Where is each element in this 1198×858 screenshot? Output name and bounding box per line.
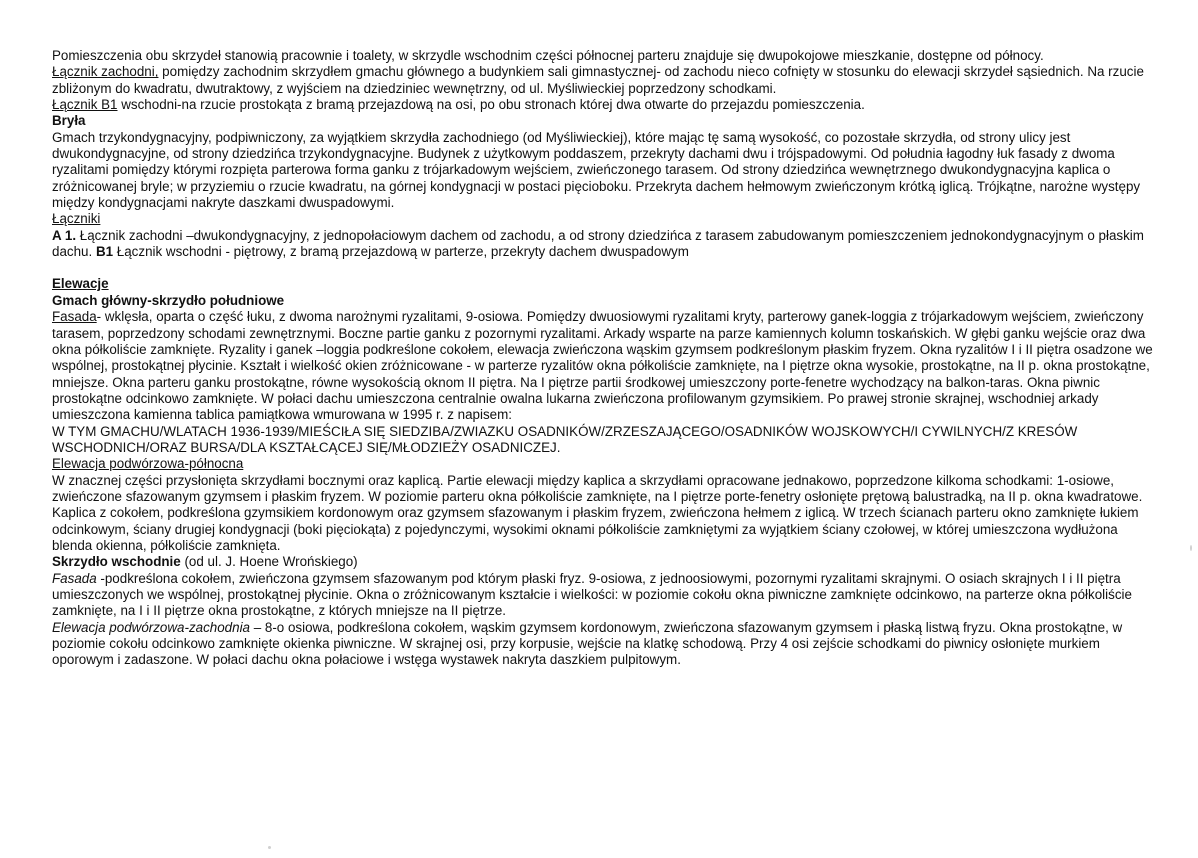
paragraph-laczniki (52, 228, 1158, 261)
label-elewacja-zachodnia: Elewacja podwórzowa-zachodnia (52, 619, 250, 635)
paragraph-fasada-wschodnia (52, 571, 1158, 620)
heading-elewacje: Elewacje (52, 276, 109, 292)
heading-gmach-glowny: Gmach główny-skrzydło południowe (52, 292, 285, 308)
paragraph-lacznik-zachodni (52, 64, 1158, 97)
paragraph-fasada-poludniowa (52, 309, 1158, 456)
label-lacznik-zachodni: Łącznik zachodni, (52, 64, 159, 80)
heading-skrzydlo-wschodnie-note: (od ul. J. Hoene Wrońskiego) (180, 554, 358, 570)
text-lacznik-zachodni: pomiędzy zachodnim skrzydłem gmachu głównego a budynkiem sali gimnastycznej- od zachodu nieco cofnięty w stosunku do elewacji skrzydeł sąsiednich. Na rzucie zbliżonym do kwadratu, dwutraktowy, z wyjściem na dziedziniec wewnętrzny, od ul. Myśliwieckiej poprzedzony schodkami. (52, 64, 1144, 96)
label-lacznik-b1: Łącznik B1 (52, 97, 118, 113)
text-elewacja-zachodnia: – 8-o osiowa, podkreślona cokołem, wąskim gzymsem kordonowym, zwieńczona sfazowanym gzymsem i płaską listwą fryzu. Okna prostokątne, w poziomie cokołu odcinkowo zamknięte okienka piwniczne. W skrajnej osi, przy korpusie, wejście na klatkę schodową. Przy 4 osi zejście schodkami do piwnicy osłonięte murkiem oporowym i zadaszone. W połaci dachu okna połaciowe i wstęga wystawek nakryta daszkiem pulpitowym. (52, 619, 1123, 668)
scan-speck (268, 846, 271, 849)
document-body (52, 48, 1158, 669)
text-lacznik-b1: wschodni-na rzucie prostokąta z bramą przejazdową na osi, po obu stronach której dwa otwarte do przejazdu pomieszczenia. (117, 97, 865, 113)
text-fasada: - wklęsła, oparta o część łuku, z dwoma narożnymi ryzalitami, 9-osiowa. Pomiędzy dwuosiowymi ryzalitami kryty, parterowy ganek-loggia z trójarkadowym wejściem, zwieńczony tarasem, poprzedzony schodami zewnętrznymi. Boczne partie ganku z pozornymi ryzalitami. Arkady wsparte na parze kamiennych kolumn toskańskich. W głębi ganku wejście oraz dwa okna półkoliście zamknięte. Ryzality i ganek –loggia podkreślone cokołem, elewacja zwieńczona wąskim gzymsem podkreślonym płaskim fryzem. Okna ryzalitów I i II piętra osadzone we wspólnej, prostokątnej płycinie. Kształt i wielkość okien zróżnicowane - w parterze ryzalitów okna półkoliście zamknięte, na I piętrze okna wysokie, prostokątne, na II p. okna prostokątne, mniejsze. Okna parteru ganku prostokątne, równe wysokością oknom II piętra. Na I piętrze partii środkowej umieszczony porte-fenetre wychodzący na balkon-taras. Okna piwnic prostokątne odcinkowo zamknięte. W połaci dachu umieszczona centralnie owalna lukarna zwieńczona profilowanym gzymsikiem. Po prawej stronie skrajnej, wschodniej arkady umieszczona kamienna tablica pamiątkowa wmurowana w 1995 r. z napisem: (52, 309, 1153, 423)
label-fasada-wschodnia: Fasada (52, 570, 97, 586)
paragraph-bryla: Gmach trzykondygnacyjny, podpiwniczony, za wyjątkiem skrzydła zachodniego (od Myśliwieckiej), które mając tę samą wysokość, co pozostałe skrzydła, od strony ulicy jest dwukondygnacyjne, od strony dziedzińca trzykondygnacyjne. Budynek z użytkowym poddaszem, przekryty dachami dwu i trójspadowymi. Od południa łagodny łuk fasady z dwoma ryzalitami pomiędzy którymi rozpięta parterowa forma ganku z trójarkadowym wejściem, zwieńczonego tarasem. Od strony dziedzińca wewnętrznego dwukondygnacyjna kaplica o zróżnicowanej bryle; w przyziemiu o rzucie kwadratu, na górnej kondygnacji w postaci pięcioboku. Przekryta dachem hełmowym zwieńczonym krótką iglicą. Trójkątne, narożne występy między kondygnacjami nakryte daszkami dwuspadowymi. (52, 129, 1141, 211)
label-fasada: Fasada (52, 309, 97, 325)
text-a1: Łącznik zachodni –dwukondygnacyjny, z jednopołaciowym dachem od zachodu, a od strony dziedzińca z tarasem zabudowanym pomieszczeniem jednokondygnacyjnym o płaskim dachu. (52, 227, 1144, 260)
text-b1: Łącznik wschodni - piętrowy, z bramą przejazdową w parterze, przekryty dachem dwuspadowym (113, 244, 689, 260)
paragraph-rooms: Pomieszczenia obu skrzydeł stanowią pracownie i toalety, w skrzydle wschodnim części północnej parteru znajduje się dwupokojowe mieszkanie, dostępne od północy. (52, 48, 1044, 63)
heading-skrzydlo-wschodnie (52, 554, 1158, 570)
blank-line (52, 260, 1158, 276)
text-fasada-wschodnia: -podkreślona cokołem, zwieńczona gzymsem sfazowanym pod którym płaski fryz. 9-osiowa, z jednoosiowymi, pozornymi ryzalitami skrajnymi. O osiach skrajnych I i II piętra umieszczonych we wspólnej, prostokątnej płycinie. Okna o zróżnicowanym kształcie i wielkości: w poziomie cokołu okna piwniczne zamknięte odcinkowo, na parterze okna półkoliście zamknięte, na I i II piętrze okna prostokątne, z których mniejsze na II piętrze. (52, 570, 1132, 619)
paragraph-elewacja-zachodnia (52, 620, 1158, 669)
heading-elewacja-podworzowa: Elewacja podwórzowa-północna (52, 456, 244, 472)
scan-speck (1190, 545, 1192, 551)
paragraph-elewacja-polnocna: W znacznej części przysłonięta skrzydłami bocznymi oraz kaplicą. Partie elewacji między kaplica a skrzydłami opracowane jednakowo, poprzedzone kilkoma schodkami: 1-osiowe, zwieńczone sfazowanym gzymsem i płaskim fryzem. W poziomie parteru okna półkoliście zamknięte, na I piętrze porte-fenetry osłonięte prętową balustradką, na II p. okna kwadratowe. Kaplica z cokołem, podkreślona gzymsikiem kordonowym oraz gzymsem sfazowanym i płaskim fryzem, zwieńczona hełmem z iglicą. W trzech ścianach parteru okno zamknięte łukiem odcinkowym, ściany drugiej kondygnacji (boki pięciokąta) z pojedynczymi, wysokimi oknami półkoliście zamkniętymi za wyjątkiem ściany czołowej, w której umieszczona wydłużona blenda okienna, półkoliście zamknięta. (52, 472, 1143, 553)
heading-skrzydlo-wschodnie-title: Skrzydło wschodnie (52, 554, 181, 570)
heading-laczniki: Łączniki (52, 211, 101, 227)
label-b1: B1 (95, 244, 114, 260)
inscription-text: W TYM GMACHU/WLATACH 1936-1939/MIEŚCIŁA SIĘ SIEDZIBA/ZWIAZKU OSADNIKÓW/ZRZESZAJĄCEGO/OSADNIKÓW WOJSKOWYCH/I CYWILNYCH/Z KRESÓW WSCHODNICH/ORAZ BURSA/DLA KSZTAŁCĄCEJ SIĘ/MŁODZIEŻY OSADNICZEJ. (52, 423, 1078, 455)
label-a1: A 1. (52, 227, 77, 243)
heading-bryla: Bryła (52, 113, 86, 129)
paragraph-lacznik-b1 (52, 97, 1158, 113)
